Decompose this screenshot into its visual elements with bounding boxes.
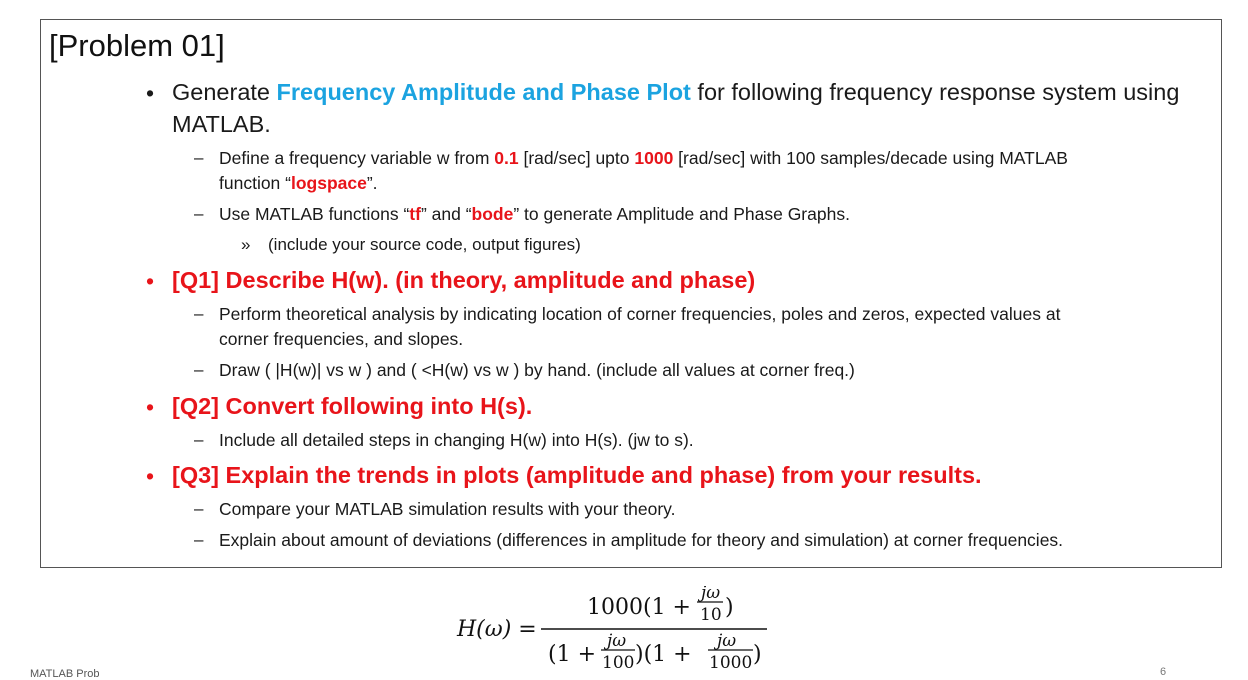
item1-sub1-line2: function “logspace”. — [219, 173, 378, 193]
q2-heading: [Q2] Convert following into H(s). — [172, 393, 533, 419]
equation-den-frac1-den: 100 — [602, 653, 635, 673]
q3-sub1: Compare your MATLAB simulation results with your theory. — [219, 499, 676, 519]
bullet-icon: • — [146, 268, 155, 294]
dash-icon: – — [194, 304, 204, 323]
page-number: 6 — [1160, 666, 1167, 678]
item1-line1: Generate Frequency Amplitude and Phase Plot for following frequency response system using — [172, 79, 1180, 105]
q2-sub1: Include all detailed steps in changing H(w) into H(s). (jw to s). — [219, 430, 694, 450]
q3-sub2: Explain about amount of deviations (differences in amplitude for theory and simulation) at corner frequencies. — [219, 530, 1064, 550]
equation-lhs: H(ω) = — [457, 617, 537, 642]
bullet-icon: • — [146, 80, 155, 106]
bullet-icon: • — [146, 394, 155, 420]
q3-heading: [Q3] Explain the trends in plots (amplitude and phase) from your results. — [172, 462, 982, 488]
equation-den-frac1-num: jω — [607, 631, 627, 651]
q1-sub2: Draw ( |H(w)| vs w ) and ( <H(w) vs w ) by hand. (include all values at corner freq.) — [219, 360, 855, 380]
equation-num-frac-den: 10 — [700, 605, 722, 625]
item1-sub1-line1: Define a frequency variable w from 0.1 [rad/sec] upto 1000 [rad/sec] with 100 samples/decade using MATLAB — [219, 148, 1068, 168]
equation-denominator-mid: )(1 + — [635, 642, 692, 667]
dash-icon: – — [194, 499, 204, 518]
equation-denominator-pre: (1 + — [548, 642, 597, 667]
equation-den-frac2-den: 1000 — [709, 653, 753, 673]
dash-icon: – — [194, 148, 204, 167]
item1-line2: MATLAB. — [172, 111, 271, 137]
dash-icon: – — [194, 360, 204, 379]
dash-icon: – — [194, 430, 204, 449]
equation-numerator-post: ) — [725, 595, 734, 620]
q1-heading: [Q1] Describe H(w). (in theory, amplitude and phase) — [172, 267, 756, 293]
dash-icon: – — [194, 530, 204, 549]
q1-sub1-line1: Perform theoretical analysis by indicating location of corner frequencies, poles and zeros, expected values at — [219, 304, 1061, 324]
bullet-icon: • — [146, 463, 155, 489]
problem-title: [Problem 01] — [49, 28, 225, 63]
equation-numerator-pre: 1000(1 + — [587, 595, 691, 620]
equation-den-frac2-num: jω — [717, 631, 737, 651]
item1-highlight: Frequency Amplitude and Phase Plot — [276, 79, 691, 105]
item1-sub3: (include your source code, output figures) — [268, 235, 581, 254]
raquo-icon: » — [241, 235, 251, 254]
footer-text: MATLAB Prob — [30, 668, 100, 680]
equation-denominator-post: ) — [753, 642, 762, 667]
transfer-function-equation — [455, 586, 795, 676]
q1-sub1-line2: corner frequencies, and slopes. — [219, 329, 464, 349]
equation-num-frac-num: jω — [701, 586, 721, 603]
item1-sub2: Use MATLAB functions “tf” and “bode” to generate Amplitude and Phase Graphs. — [219, 204, 850, 224]
dash-icon: – — [194, 204, 204, 223]
